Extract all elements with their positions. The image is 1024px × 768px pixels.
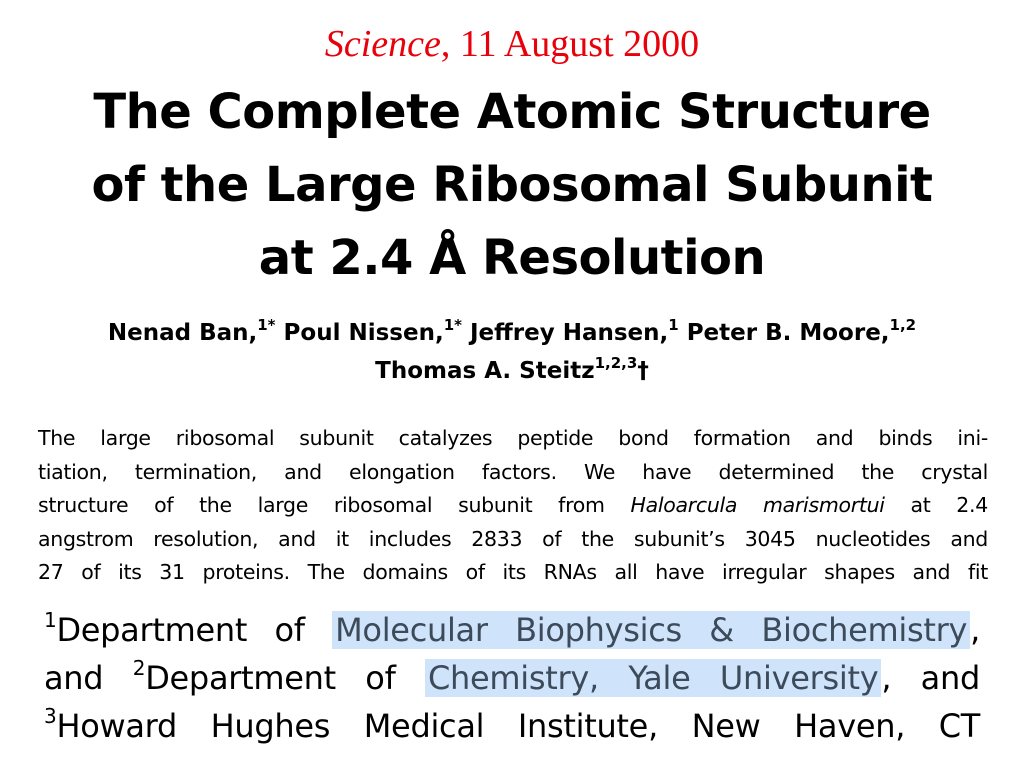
affiliation-text: Howard Hughes Medical Institute, New Haven, CT [56,707,980,745]
affiliation-text: Department of [145,659,426,697]
abstract-line: The large ribosomal subunit catalyzes peptide bond formation and binds ini- [38,426,988,450]
author-name: Poul Nissen, [275,320,444,346]
affiliations [44,606,980,750]
abstract-text: structure of the large ribosomal subunit from [38,493,631,517]
journal-citation [0,18,1024,70]
paper-title [22,76,1002,295]
author-name: Thomas A. Steitz [375,358,595,384]
author-affiliation-mark: 1* [257,316,276,335]
affiliation-mark: 3 [44,704,57,729]
author-name: Jeffrey Hansen, [461,320,669,346]
title-line-1: The Complete Atomic Structure [93,84,931,140]
affiliation-line-3 [44,702,980,750]
abstract-line: tiation, termination, and elongation factors. We have determined the crystal [38,459,988,484]
author-line-1 [30,314,994,352]
corresponding-author-mark: † [637,358,649,384]
affiliation-text: and [44,659,133,697]
title-line-2: of the Large Ribosomal Subunit [91,157,933,213]
affiliation-text: Department of [56,611,333,649]
title-line-3: at 2.4 Å Resolution [258,230,766,286]
author-list [30,314,994,390]
abstract-line [38,489,988,523]
affiliation-text: , and [881,659,980,697]
abstract [38,422,988,590]
abstract-line: 27 of its 31 proteins. The domains of its RNAs all have irregular shapes and fit [38,560,988,584]
highlighted-university: Chemistry, Yale University [425,659,881,697]
abstract-line: angstrom resolution, and it includes 2833 of the subunit’s 3045 nucleotides and [38,526,988,551]
affiliation-mark: 2 [132,656,146,681]
publication-date: , 11 August 2000 [440,23,700,65]
abstract-text: at 2.4 [884,493,988,517]
affiliation-line-2 [44,654,980,702]
author-affiliation-mark: 1,2 [889,316,917,335]
affiliation-text: , [970,611,980,649]
author-line-2 [30,352,994,390]
author-affiliation-mark: 1,2,3 [594,354,638,373]
affiliation-line-1 [44,606,980,654]
highlighted-department: Molecular Biophysics & Biochemistry [332,611,970,649]
author-name: Nenad Ban, [107,320,258,346]
affiliation-mark: 1 [44,608,57,633]
species-name: Haloarcula marismortui [630,493,885,517]
author-name: Peter B. Moore, [678,320,890,346]
author-affiliation-mark: 1* [443,316,462,335]
author-affiliation-mark: 1 [668,316,679,335]
journal-name: Science [324,23,441,65]
